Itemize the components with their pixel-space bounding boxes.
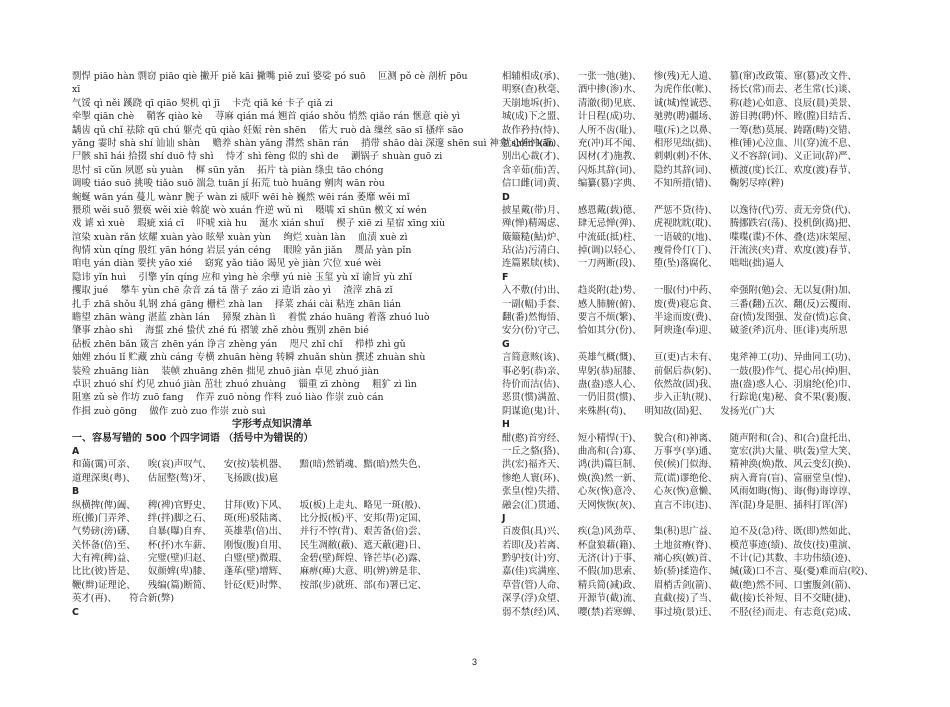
text-line: 若即(及)若离、 杯盘狼藉(籍)、 土地贫瘠(脊)、 模范事迹(绩)、故伎(技)重演、 xyxy=(502,539,857,551)
text-line: yǎng 霎时 shà shí 讪讪 shàn 赡养 shàn yǎng 潸然 shān rán 捎带 shāo dài 深邃 shēn suì 神龛 shén kān xyxy=(72,137,554,149)
text-line: 大有裨(稗)益、 完璧(壁)归赵、 白璧(壁)微瑕、 金碧(壁)辉煌、锋芒毕(必)露、 xyxy=(72,553,427,565)
text-line: 事必躬(恭)亲、 卑躬(恭)屈膝、 前倨后恭(躬)、 一鼓(股)作气、提心吊(掉)胆、 xyxy=(502,365,857,377)
text-line: 扎手 zhā shǒu 轧钢 zhá gāng 栅栏 zhà lan 择菜 zhái cài 粘连 zhān lián xyxy=(72,298,401,310)
text-line: 妯娌 zhóu lǐ 贮藏 zhù cáng 专横 zhuān hèng 转瞬 zhuǎn shùn 撰述 zhuàn shù xyxy=(72,352,426,364)
text-line: 肇事 zhào shì 海蜇 zhé 蛰伏 zhé fú 褶皱 zhě zhòu 甄别 zhēn bié xyxy=(72,325,369,337)
left-column xyxy=(72,70,554,619)
text-line: 鞭(辫)证理论、 残编(篇)断简、 针砭(贬)时弊、 按部(步)就班、部(布)署已定、 xyxy=(72,579,427,591)
text-line: 攫取 jué 攀车 yùn chē 杂音 zá tā 凿子 záo zi 造诣 zào yì 渣滓 zhā zǐ xyxy=(72,285,393,297)
text-line: 作揖 zuò gōng 做作 zuò zuo 作崇 zuò suì xyxy=(72,405,266,417)
text-line: 尸骸 shī hái 拾掇 shí duō 恃 shì 恃才 shì fèng 似的 shì de 涮锅子 shuàn guō zi xyxy=(72,151,443,163)
text-line: 纵横捭(俾)阖、 稗(裨)官野史、 甘拜(败)下风、 坂(板)上走丸、略见一斑(般)、 xyxy=(72,499,427,511)
text-line: 一丘之貉(狢)、 曲高和(合)寡、 万事亨(享)通、 宽宏(洪)大量、哄(轰)堂大笑、 xyxy=(502,445,857,457)
letter-heading: G xyxy=(502,338,510,350)
text-line: 黔驴技(计)穷、 无济(计)于事、 痛心疾(嫉)首、 不计(记)其数、丰功伟绩(迹)、 xyxy=(502,553,857,565)
text-line: 英才(再)、 符合新(弊) xyxy=(72,593,174,605)
text-line: 天崩地坼(折)、 清澈(彻)见底、 诚(城)惶诚恐、 称(趁)心如意、良辰(晨)美景、 xyxy=(502,97,857,109)
text-line: 阻塞 zǔ sè 作坊 zuō fang 作弄 zuō nòng 作料 zuó liào 作崇 zuò cán xyxy=(72,392,384,404)
text-line: 弱不禁(经)风、 嘤(禁)若寒蝉、 事过境(景)迁、 不胫(径)而走、有志竟(竞)成、 xyxy=(502,606,857,618)
text-line: 比比(彼)皆是、 奴颜婢(卑)膝、 蓬荜(壁)增辉、 麻痹(痺)大意、明(辨)辨是非、 xyxy=(72,566,427,578)
text-line: 装殓 zhuāng liàn 装帧 zhuāng zhēn 拙见 zhuō jiàn 卓见 zhuó jiàn xyxy=(72,365,380,377)
text-line: 信口雌(词)黄、 编纂(篡)字典、 不知所措(错)、 鞠躬尽瘁(粹) xyxy=(502,178,784,190)
text-line: 气势磅(滂)礴、 自暴(曝)自弃、 英雄辈(倍)出、 并行不悖(背)、艰苦备(倍)尝、 xyxy=(72,526,427,538)
text-line: xī xyxy=(72,84,81,96)
text-line: 气馁 qì něi 蹊跷 qī qiāo 契机 qì jī 卡壳 qiǎ ké 卡子 qiǎ zi xyxy=(72,97,333,109)
text-line: 酣(憨)首穷经、 短小精悍(干)、 貌合(和)神离、 随声附和(合)、和(合)盘托出、 xyxy=(502,432,857,444)
letter-heading: H xyxy=(502,419,510,431)
text-line: 惨绝人寰(环)、 焕(涣)然一新、 荒(谎)谬绝伦、 病入膏肓(盲)、富丽堂皇(惶)、 xyxy=(502,472,857,484)
letter-heading: F xyxy=(502,271,509,283)
text-line: 洪(宏)福齐天、 鸿(洪)篇巨制、 侯(候)门似海、 精神涣(焕)散、风云变幻(换)、 xyxy=(502,459,857,471)
text-line: 明察(查)秋毫、 酒中掺(渗)水、 为虎作伥(帐)、 扬长(常)而去、老生常(长)谈、 xyxy=(502,84,857,96)
text-line: 咱电 yán diàn 要挟 yāo xié 窈窕 yǎo tiǎo 谒见 yè jiàn 穴位 xué wèi xyxy=(72,258,382,270)
text-line: 忧心忡忡(重)、 充(冲)耳不闻、 相形见绌(拙)、 椎(锤)心泣血、川(穿)流不息、 xyxy=(502,137,857,149)
text-line: 牵掣 qiān chè 鞘客 qiào kè 荨麻 qián má 翘首 qiáo shǒu 悄然 qiǎo rán 惬意 qiè yì xyxy=(72,111,460,123)
text-line: 卓识 zhuó shí 灼见 zhuó jiàn 茁壮 zhuó zhuàng 锱重 zī zhòng 粗犷 zì lìn xyxy=(72,378,417,390)
text-line: 披星戴(带)月、 感恩戴(载)德、 严惩不贷(待)、 以逸待(代)劳、责无旁贷(代)、 xyxy=(502,204,857,216)
text-line: 剽悍 piāo hàn 剽窃 piāo qiè 撇开 piě kāi 撇嘴 piě zuǐ 婆娑 pó suō 叵测 pǒ cè 剖析 pōu xyxy=(72,71,468,82)
text-line: 班(搬)门弄斧、 绊(拌)脚之石、 斑(班)驳陆离、 比分扳(板)平、安邦(帮)定国、 xyxy=(72,512,427,524)
right-column xyxy=(502,70,882,619)
text-line: 恶贯(惯)满盈、 一仍旧贯(惯)、 步入正轨(规)、 行踪诡(鬼)秘、食不果(裹)腹、 xyxy=(502,392,857,404)
text-line: 戏 谑 xì xuè 瑕疵 xiá cī 吓唬 xià hu 涎水 xián shuǐ 楔子 xiē zi 星宿 xīng xiù xyxy=(72,218,446,230)
text-line: 翻(番)然悔悟、 要言不烦(繁)、 半途而废(费)、 奋(愤)发图强、发奋(愤)忘食、 xyxy=(502,312,857,324)
page-number: 3 xyxy=(472,657,478,667)
section-title: 字形考点知识清单 xyxy=(232,419,312,431)
text-line: 瞻望 zhān wàng 湛蓝 zhàn lán 獐聚 zhàn lì 着慌 zháo huāng 着落 zhuó luò xyxy=(72,312,430,324)
text-line: 融会(汇)贯通、 天网恢恢(灰)、 直言不讳(违)、 浑(混)身是胆、插科打诨(浑) xyxy=(502,499,848,511)
letter-heading: A xyxy=(72,445,80,457)
text-line: 玷(沾)污清白、 掉(调)以轻心、 瘦骨伶仃(丁)、 汗流浃(夹)背、欢度(渡)春节、 xyxy=(502,245,857,257)
text-line: 一副(幅)手套、 感人肺腑(俯)、 废(费)寝忘食、 三番(翻)五次、翻(反)云覆雨、 xyxy=(502,298,857,310)
text-line: 入不敷(付)出、 趋炎附(赴)势、 一服(付)中药、 牵强附(勉)会、无以复(附)加、 xyxy=(502,285,857,297)
letter-heading: C xyxy=(72,606,79,618)
letter-heading: D xyxy=(502,191,510,203)
text-line: 待价而沽(估)、 蛊(盎)惑人心、 依然故(固)我、 蛊(盎)惑人心、羽扇纶(伦)巾、 xyxy=(502,378,857,390)
text-line: 徇情 xùn qíng 殷红 yān hóng 岩层 yán céng 眼睑 yǎn jiǎn 赝品 yàn pǐn xyxy=(72,245,412,257)
text-line: 和蔼(霭)可亲、 唉(哀)声叹气、 安(按)装机器、 黯(暗)然销魂、黯(暗)然失色、 xyxy=(72,459,427,471)
text-line: 城(成)下之盟、 计日程(成)功、 驰骋(聘)疆场、 游目骋(聘)怀、瞠(膛)目结舌、 xyxy=(502,111,857,123)
text-line: 别出心裁(才)、 因材(才)施教、 刺刺(剌)不休、 义不容辞(词)、义正词(辞)严、 xyxy=(502,151,857,163)
text-line: 猥琐 wěi suǒ 猥亵 wěi xiè 斡旋 wò xuán 忤逆 wǔ nì 嗫嚅 xī shūn 檄文 xí wén xyxy=(72,204,427,216)
text-line: 殚(惮)精竭虑、 肆无忌惮(弹)、 虎视眈眈(耽)、 腾挪跌宕(荡)、投机倒(捣)把、 xyxy=(502,218,857,230)
text-line: 砧板 zhēn bǎn 箴言 zhēn yán 诤言 zhèng yán 咫尺 zhǐ chǐ 栉栉 zhì gǔ xyxy=(72,338,406,350)
text-line: 道理深奥(粤)、 估屈整(骜)牙、 飞扬跋(拔)扈 xyxy=(72,472,279,484)
text-line: 安分(份)守己、 恰如其分(份)、 阿谀逢(奉)迎、 破釜(斧)沉舟、匪(诽)夷所思 xyxy=(502,325,848,337)
text-line: 含辛茹(茄)苦、 闪烁其辞(词)、 隐约其辞(词)、 横渡(度)长江、欢度(渡)春节、 xyxy=(502,164,857,176)
text-line: 思忖 sī cǔn 夙愿 sù yuàn 樨 sūn yǎn 拓片 tà piàn 绦虫 tāo chóng xyxy=(72,164,384,176)
text-line: 故作矜持(恃)、 人所不齿(耻)、 嗤(斥)之以鼻、 一筹(愁)莫展、踌躇(畴)交错、 xyxy=(502,124,857,136)
text-line: 隐讳 yǐn huì 引擎 yǐn qíng 应和 yìng hè 余孽 yú niè 玉玺 yù xǐ 谕旨 yù zhǐ xyxy=(72,271,413,283)
text-line: 言简意赅(该)、 英雄气概(慨)、 亘(更)古未有、 鬼斧神工(功)、异曲同工(功)、 xyxy=(502,352,857,364)
letter-heading: B xyxy=(72,486,80,498)
text-line: 阴谋诡(鬼)计、 来殊斟(苟)、 明知故(固)犯、 发扬光(广)大 xyxy=(502,405,775,417)
text-line: 相辅相成(承)、 一张一弛(驰)、 惨(残)无人道、 篡(窜)改政策、窜(篡)改文件、 xyxy=(502,71,857,82)
text-line: 深孚(浮)众望、 开源节(截)流、 直截(接)了当、 截(接)长补短、目不交睫(捷)、 xyxy=(502,593,857,605)
section-heading: 一、容易写错的 500 个四字词语 （括号中为错误的） xyxy=(72,432,314,444)
text-line: 草菅(管)人命、 精兵简(减)政、 眉梢舌剑(箭)、 截(绝)然不同、口蜜腹剑(箭)、 xyxy=(502,579,857,591)
text-line: 连篇累牍(椟)、 一刀两断(段)、 堕(坠)落腐化、 咄咄(拙)逼人 xyxy=(502,258,784,270)
text-line: 渲染 xuàn rǎn 炫耀 xuàn yào 眩晕 xuàn yùn 绚烂 xuàn làn 血渍 xuè zì xyxy=(72,231,408,243)
text-line: 百废俱(具)兴、 疾(急)风劲草、 集(积)思广益、 迫不及(急)待、既(即)然如此、 xyxy=(502,526,857,538)
letter-heading: J xyxy=(502,512,506,524)
text-line: 嘉(佳)宾满座、 不假(加)思索、 娇(骄)揉造作、 缄(箴)口不言、戛(憂)难而启(咬)、 xyxy=(502,566,874,578)
text-line: 关怀备(倍)至、 杯(抔)水车薪、 刚愎(腹)自用、 民生凋敝(蔽)、遮天蔽(避)日、 xyxy=(72,539,427,551)
text-line: 簸簸糙(鮎)炉、 中流砥(抵)柱、 一语破的(地)、 喋喋(谍)不休、叠(迭)床架屋、 xyxy=(502,231,857,243)
text-line: 蜿蜒 wān yán 蔓儿 wànr 腕子 wàn zi 威吓 wēi hè 巍然 wēi rán 萎靡 wěi mǐ xyxy=(72,191,410,203)
text-line: 龋齿 qǔ chǐ 祛除 qū chú 躯壳 qū qiào 妊娠 rèn shēn 偌大 ruò dà 缫丝 sāo sī 搔痒 sāo xyxy=(72,124,464,136)
text-line: 调唆 tiáo suō 挑唆 tiǎo suō 湍急 tuān jí 拓荒 tuò huāng 剜肉 wān ròu xyxy=(72,178,385,190)
text-line: 张皇(惶)失措、 心灰(恢)意冷、 心灰(恢)意懒、 风雨如晦(悔)、诲(侮)诲谆谆、 xyxy=(502,486,857,498)
